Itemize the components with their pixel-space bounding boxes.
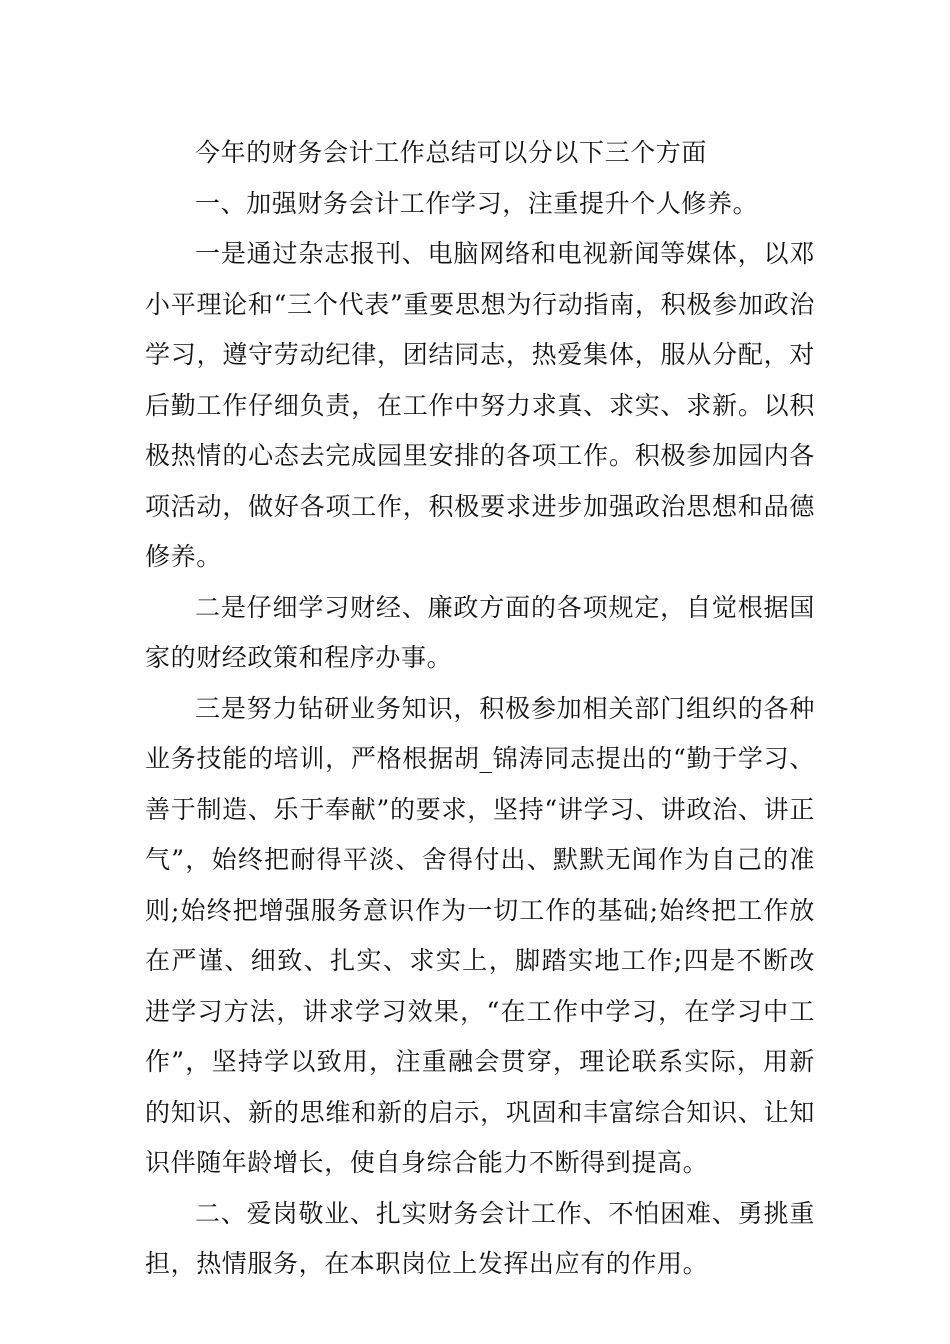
section-heading-1: 一、加强财务会计工作学习，注重提升个人修养。 xyxy=(195,188,759,218)
paragraph-point-2: 二是仔细学习财经、廉政方面的各项规定，自觉根据国家的财经政策和程序办事。 xyxy=(145,592,815,672)
paragraph-point-3: 三是努力钻研业务知识，积极参加相关部门组织的各种业务技能的培训，严格根据胡_锦涛同志提出的“勤于学习、善于制造、乐于奉献”的要求，坚持“讲学习、讲政治、讲正气”，始终把耐得平淡、舍得付出、默默无闻作为自己的准则;始终把增强服务意识作为一切工作的基础;始终把工作放在严谨、细致、扎实、求实上，脚踏实地工作;四是不断改进学习方法，讲求学习效果，“在工作中学习，在学习中工作”，坚持学以致用，注重融会贯穿，理论联系实际，用新的知识、新的思维和新的启示，巩固和丰富综合知识、让知识伴随年龄增长，使自身综合能力不断得到提高。 xyxy=(145,693,815,1177)
section-intro: 今年的财务会计工作总结可以分以下三个方面 xyxy=(195,138,708,167)
document-body xyxy=(145,128,815,1290)
paragraph-point-1: 一是通过杂志报刊、电脑网络和电视新闻等媒体，以邓小平理论和“三个代表”重要思想为行动指南，积极参加政治学习，遵守劳动纪律，团结同志，热爱集体，服从分配，对后勤工作仔细负责，在工作中努力求真、求实、求新。以积极热情的心态去完成园里安排的各项工作。积极参加园内各项活动，做好各项工作，积极要求进步加强政治思想和品德修养。 xyxy=(145,239,815,571)
section-heading-2: 二、爱岗敬业、扎实财务会计工作、不怕困难、勇挑重担，热情服务，在本职岗位上发挥出应有的作用。 xyxy=(145,1198,815,1278)
